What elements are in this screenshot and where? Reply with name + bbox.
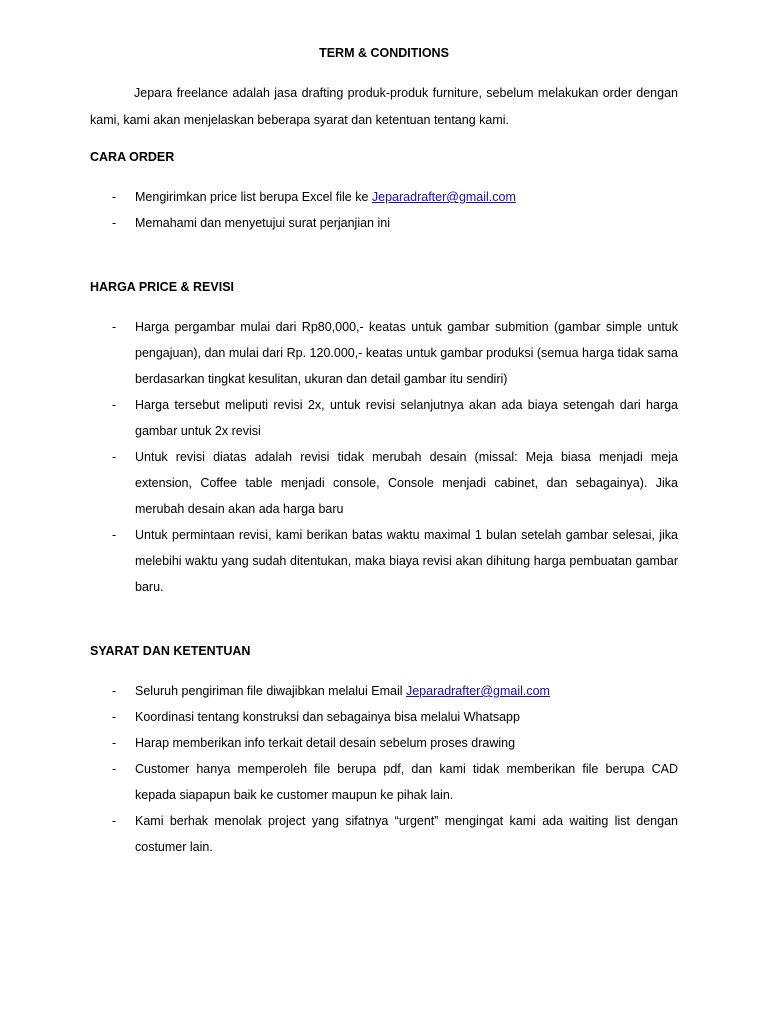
list-item (90, 314, 678, 392)
bullet-dash: - (112, 684, 117, 698)
bullet-dash: - (112, 450, 117, 464)
list-item (90, 210, 678, 236)
list-item (90, 704, 678, 730)
bullet-dash: - (112, 736, 117, 750)
email-link[interactable]: Jeparadrafter@gmail.com (405, 684, 550, 698)
list-item (90, 184, 678, 210)
bullet-dash: - (112, 320, 117, 334)
document-title: TERM & CONDITIONS (319, 46, 449, 60)
list-item (90, 522, 678, 600)
list-item (90, 392, 678, 444)
list-item (90, 756, 678, 808)
list-item-text: Memahami dan menyetujui surat perjanjian ini (135, 216, 390, 230)
section-heading-syarat: SYARAT DAN KETENTUAN (90, 644, 251, 658)
bullet-dash: - (112, 762, 117, 776)
list-item-text: Harap memberikan info terkait detail desain sebelum proses drawing (135, 736, 516, 750)
email-link[interactable]: Jeparadrafter@gmail.com (371, 190, 516, 204)
bullet-dash: - (112, 528, 117, 542)
list-item (90, 678, 678, 704)
syarat-list (90, 678, 678, 860)
list-item-text: Kami berhak menolak project yang sifatnya “urgent” mengingat kami ada waiting list dengan costumer lain. (135, 814, 678, 854)
bullet-dash: - (112, 710, 117, 724)
section-heading-cara-order: CARA ORDER (90, 150, 175, 164)
list-item-text: Untuk permintaan revisi, kami berikan batas waktu maximal 1 bulan setelah gambar selesai, jika melebihi waktu yang sudah ditentukan, maka biaya revisi akan dihitung harga pembuatan gambar baru. (135, 528, 678, 594)
cara-order-list (90, 184, 678, 236)
harga-list (90, 314, 678, 600)
list-item (90, 730, 678, 756)
list-item-text: Harga pergambar mulai dari Rp80,000,- keatas untuk gambar submition (gambar simple untuk pengajuan), dan mulai dari Rp. 120.000,- keatas untuk gambar produksi (semua harga tidak sama berdasarkan tingkat kesulitan, ukuran dan detail gambar itu sendiri) (135, 320, 678, 386)
bullet-dash: - (112, 398, 117, 412)
list-item-text: Mengirimkan price list berupa Excel file ke (135, 190, 372, 204)
list-item-text: Customer hanya memperoleh file berupa pdf, dan kami tidak memberikan file berupa CAD kepada siapapun baik ke customer maupun ke pihak lain. (135, 762, 678, 802)
list-item (90, 444, 678, 522)
list-item-text: Koordinasi tentang konstruksi dan sebagainya bisa melalui Whatsapp (135, 710, 520, 724)
section-heading-harga: HARGA PRICE & REVISI (90, 280, 235, 294)
bullet-dash: - (112, 814, 117, 828)
bullet-dash: - (112, 190, 117, 204)
intro-paragraph: Jepara freelance adalah jasa drafting produk-produk furniture, sebelum melakukan order dengan kami, kami akan menjelaskan beberapa syarat dan ketentuan tentang kami. (90, 86, 678, 127)
list-item-text: Harga tersebut meliputi revisi 2x, untuk revisi selanjutnya akan ada biaya setengah dari harga gambar untuk 2x revisi (135, 398, 678, 438)
list-item-text: Untuk revisi diatas adalah revisi tidak merubah desain (missal: Meja biasa menjadi meja extension, Coffee table menjadi console, Console menjadi cabinet, dan sebagainya). Jika merubah desain akan ada harga baru (135, 450, 678, 516)
list-item-text: Seluruh pengiriman file diwajibkan melalui Email (135, 684, 406, 698)
list-item (90, 808, 678, 860)
bullet-dash: - (112, 216, 117, 230)
